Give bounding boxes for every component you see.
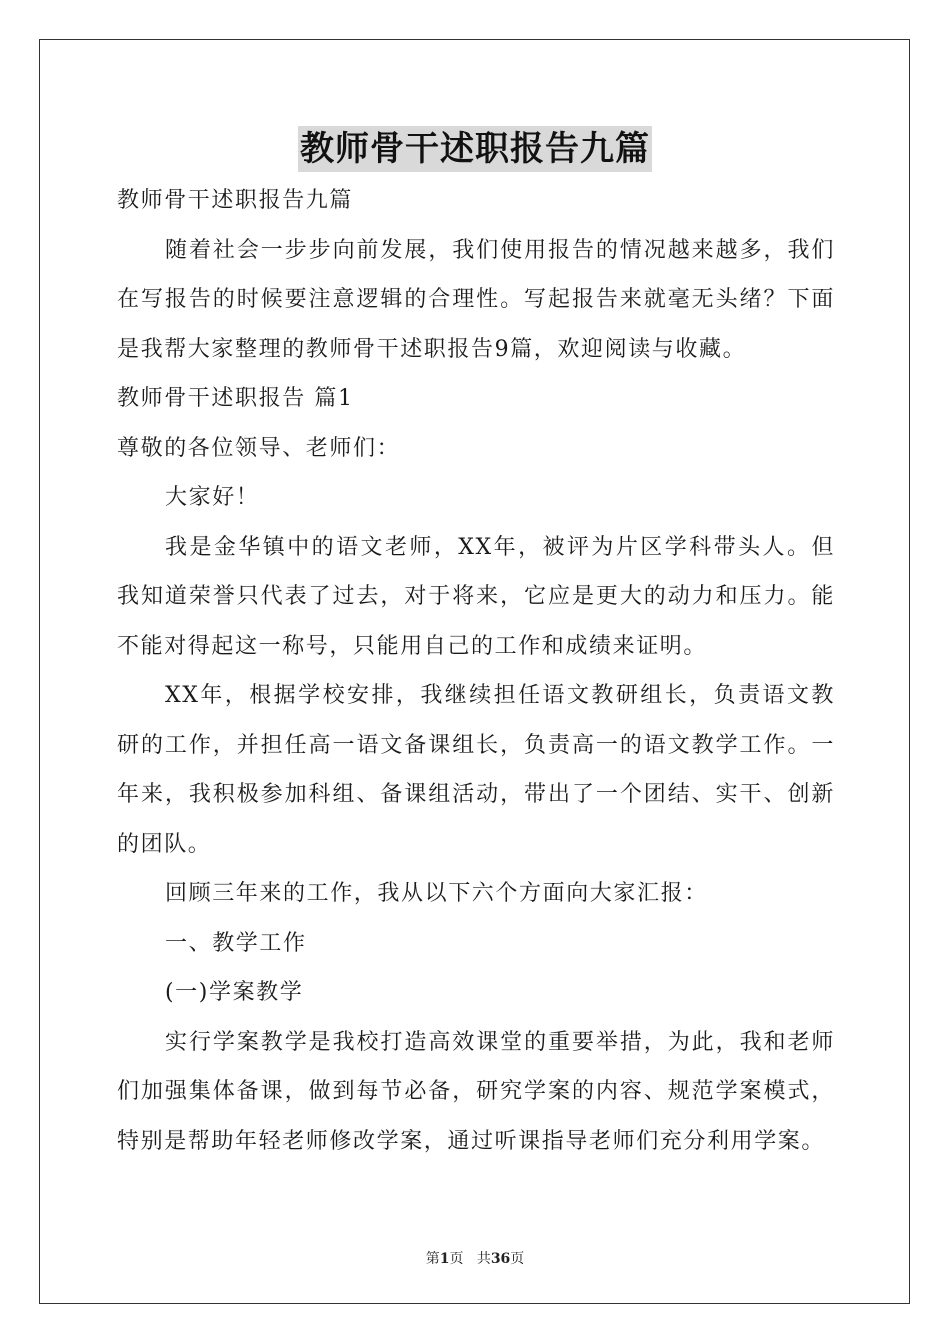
subtitle-line: 教师骨干述职报告九篇 — [117, 188, 354, 213]
title-container — [0, 126, 950, 172]
greeting: 大家好！ — [165, 485, 260, 510]
paragraph-duties: XX年，根据学校安排，我继续担任语文教研组长，负责语文教研的工作，并担任高一语文备课组长，负责高一的语文教学工作。一年来，我积极参加科组、备课组活动，带出了一个团结、实干、创新的团队。 — [117, 683, 835, 857]
paragraph-review: 回顾三年来的工作，我从以下六个方面向大家汇报： — [165, 881, 708, 906]
footer-total-unit: 页 — [510, 1251, 525, 1267]
footer-total-prefix: 共 — [476, 1251, 491, 1267]
document-body — [117, 176, 835, 1166]
footer-page-unit: 页 — [449, 1251, 464, 1267]
footer-page-total: 36 — [490, 1251, 511, 1267]
document-title: 教师骨干述职报告九篇 — [298, 126, 652, 172]
footer-page-prefix: 第 — [425, 1251, 440, 1267]
paragraph-case-teaching: 实行学案教学是我校打造高效课堂的重要举措，为此，我和老师们加强集体备课，做到每节必备，研究学案的内容、规范学案模式，特别是帮助年轻老师修改学案，通过听课指导老师们充分利用学案。 — [117, 1029, 835, 1154]
paragraph-self-intro: 我是金华镇中的语文老师，XX年，被评为片区学科带头人。但我知道荣誉只代表了过去，对于将来，它应是更大的动力和压力。能不能对得起这一称号，只能用自己的工作和成绩来证明。 — [117, 534, 835, 659]
page-footer — [0, 1248, 950, 1268]
footer-page-current: 1 — [439, 1251, 450, 1267]
heading-case-teaching: (一)学案教学 — [165, 980, 304, 1005]
salutation: 尊敬的各位领导、老师们： — [117, 435, 401, 461]
section-heading-1: 教师骨干述职报告 篇1 — [117, 386, 354, 411]
intro-paragraph: 随着社会一步步向前发展，我们使用报告的情况越来越多，我们在写报告的时候要注意逻辑的合理性。写起报告来就毫无头绪？下面是我帮大家整理的教师骨干述职报告9篇，欢迎阅读与收藏。 — [117, 237, 835, 362]
heading-teaching-work: 一、教学工作 — [165, 930, 307, 956]
